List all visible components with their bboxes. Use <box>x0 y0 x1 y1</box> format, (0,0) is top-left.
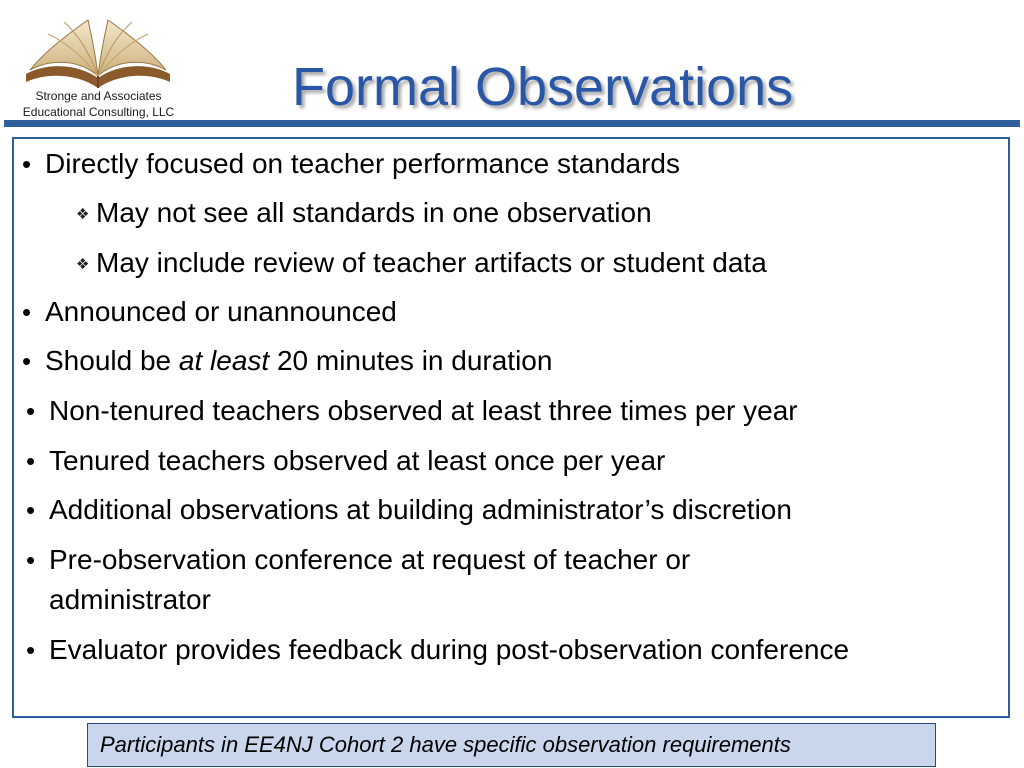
title-divider <box>4 120 1020 127</box>
sub-bullet-item: May not see all standards in one observation <box>96 197 652 228</box>
bullet-icon: • <box>22 149 32 179</box>
bullet-icon: • <box>26 545 36 575</box>
bullet-icon: • <box>22 346 32 376</box>
bullet-item: Directly focused on teacher performance standards <box>45 148 680 179</box>
open-book-icon <box>18 12 178 92</box>
footer-note: Participants in EE4NJ Cohort 2 have specific observation requirements <box>87 723 936 767</box>
slide-title: Formal Observations <box>292 57 794 117</box>
logo <box>6 4 191 134</box>
bullet-icon: • <box>26 396 36 426</box>
organization-name: Stronge and Associates Educational Consulting, LLC <box>22 89 175 119</box>
bullet-text-suffix: 20 minutes in duration <box>269 345 553 376</box>
bullet-item: Additional observations at building administrator’s discretion <box>49 494 792 525</box>
diamond-bullet-icon: ❖ <box>76 206 90 223</box>
bullet-item: Evaluator provides feedback during post-observation conference <box>49 634 850 665</box>
sub-bullet-item: May include review of teacher artifacts or student data <box>96 247 767 278</box>
bullet-icon: • <box>22 297 32 327</box>
bullet-icon: • <box>26 446 36 476</box>
bullet-item: Pre-observation conference at request of teacher or administrator <box>49 544 691 615</box>
bullet-item: Non-tenured teachers observed at least three times per year <box>49 395 798 426</box>
bullet-item: Announced or unannounced <box>45 296 397 327</box>
bullet-text-emphasis: at least <box>178 345 270 376</box>
diamond-bullet-icon: ❖ <box>76 256 90 273</box>
bullet-item: Tenured teachers observed at least once per year <box>49 445 666 476</box>
bullet-item <box>45 341 552 381</box>
bullet-text-prefix: Should be <box>45 345 179 376</box>
bullet-icon: • <box>26 495 36 525</box>
bullet-icon: • <box>26 635 36 665</box>
